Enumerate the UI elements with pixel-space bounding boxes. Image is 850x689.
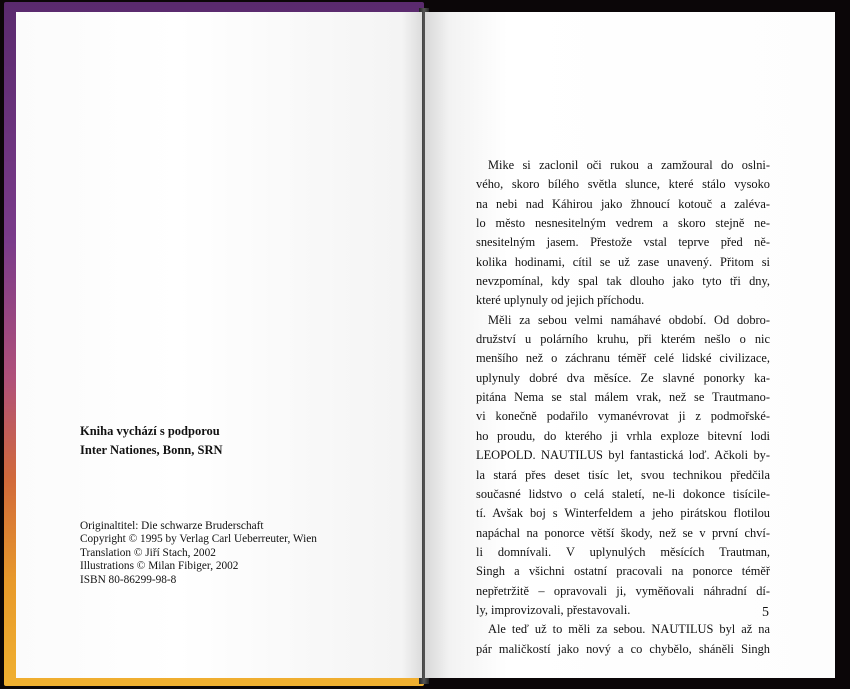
text-line: tí. Avšak boj s Winterfeldem a jeho pirátskou flotilou: [476, 506, 770, 521]
body-paragraph: [476, 620, 770, 659]
text-line: ly, improvizovali, přestavovali.: [476, 602, 631, 617]
text-line: družství u polárního kruhu, při kterém nešlo o nic: [476, 332, 770, 347]
page-number: 5: [762, 605, 769, 620]
text-line: pár maličkostí jako nový a co chybělo, sháněli Singh: [476, 641, 770, 656]
text-line: li domnívali. V uplynulých měsících Trautman,: [476, 544, 770, 559]
text-line: které uplynuly od jejich příchodu.: [476, 293, 645, 308]
text-line: ho proudu, do kterého ji vrhla exploze bitevní lodi: [476, 428, 770, 443]
text-line: vi konečně podařilo vymanévrovat ji z podmořské-: [476, 409, 770, 424]
text-line: Singh a všichni ostatní pracovali na ponorce téměř: [476, 564, 770, 579]
colophon-line: Translation © Jiří Stach, 2002: [80, 546, 216, 559]
text-line: menšího než o záchranu téměř celé lidské civilizace,: [476, 351, 770, 366]
colophon-line: Copyright © 1995 by Verlag Carl Ueberreuter, Wien: [80, 533, 317, 546]
chapter-body-text: [476, 156, 770, 659]
text-line: Ale teď už to měli za sebou. NAUTILUS byl až na: [488, 622, 770, 637]
body-paragraph: [476, 156, 770, 311]
colophon-line: Originaltitel: Die schwarze Bruderschaft: [80, 520, 264, 532]
text-line: vého, skoro bílého světla slunce, které stálo vysoko: [476, 177, 770, 192]
text-line: Měli za sebou velmi namáhavé období. Od dobro-: [488, 312, 770, 327]
colophon-line: ISBN 80-86299-98-8: [80, 573, 177, 586]
support-line: Kniha vychází s podporou: [80, 424, 220, 438]
text-line: Mike si zaclonil oči rukou a zamžoural do oslni-: [488, 158, 770, 172]
text-line: kolika hodinami, cítil se už zase unavený. Přitom si: [476, 254, 770, 269]
text-line: la stará přes deset tisíc let, svou technikou předčila: [476, 467, 770, 482]
colophon: [80, 520, 317, 587]
text-line: napáchal na ponorce větší škody, než se v první chví-: [476, 525, 770, 540]
text-line: na nebi nad Káhirou jako žhnoucí kotouč a zaléva-: [476, 196, 770, 211]
support-line: Inter Nationes, Bonn, SRN: [80, 443, 223, 457]
text-line: snesitelným jasem. Přestože vstal teprve před ně-: [476, 235, 770, 250]
text-line: pitána Nema se stal málem vrak, než se Trautmano-: [476, 390, 770, 405]
text-line: lo město nesnesitelným vedrem a skoro stejně ne-: [476, 216, 770, 231]
colophon-line: Illustrations © Milan Fibiger, 2002: [80, 560, 239, 573]
text-line: současné lidstvo o celá staletí, ne-li dokonce tisícile-: [476, 486, 770, 501]
support-notice: [80, 422, 223, 460]
text-line: uplynuly dobré dva měsíce. Ze slavné ponorky ka-: [476, 370, 770, 385]
text-line: nevzpomínal, kdy spal tak dlouho jako tyto tři dny,: [476, 274, 770, 289]
text-line: LEOPOLD. NAUTILUS byl fantastická loď. Ačkoli by-: [476, 448, 770, 463]
text-line: nepřetržitě – opravovali ji, vyměňovali náhradní dí-: [476, 583, 770, 598]
body-paragraph: [476, 311, 770, 621]
